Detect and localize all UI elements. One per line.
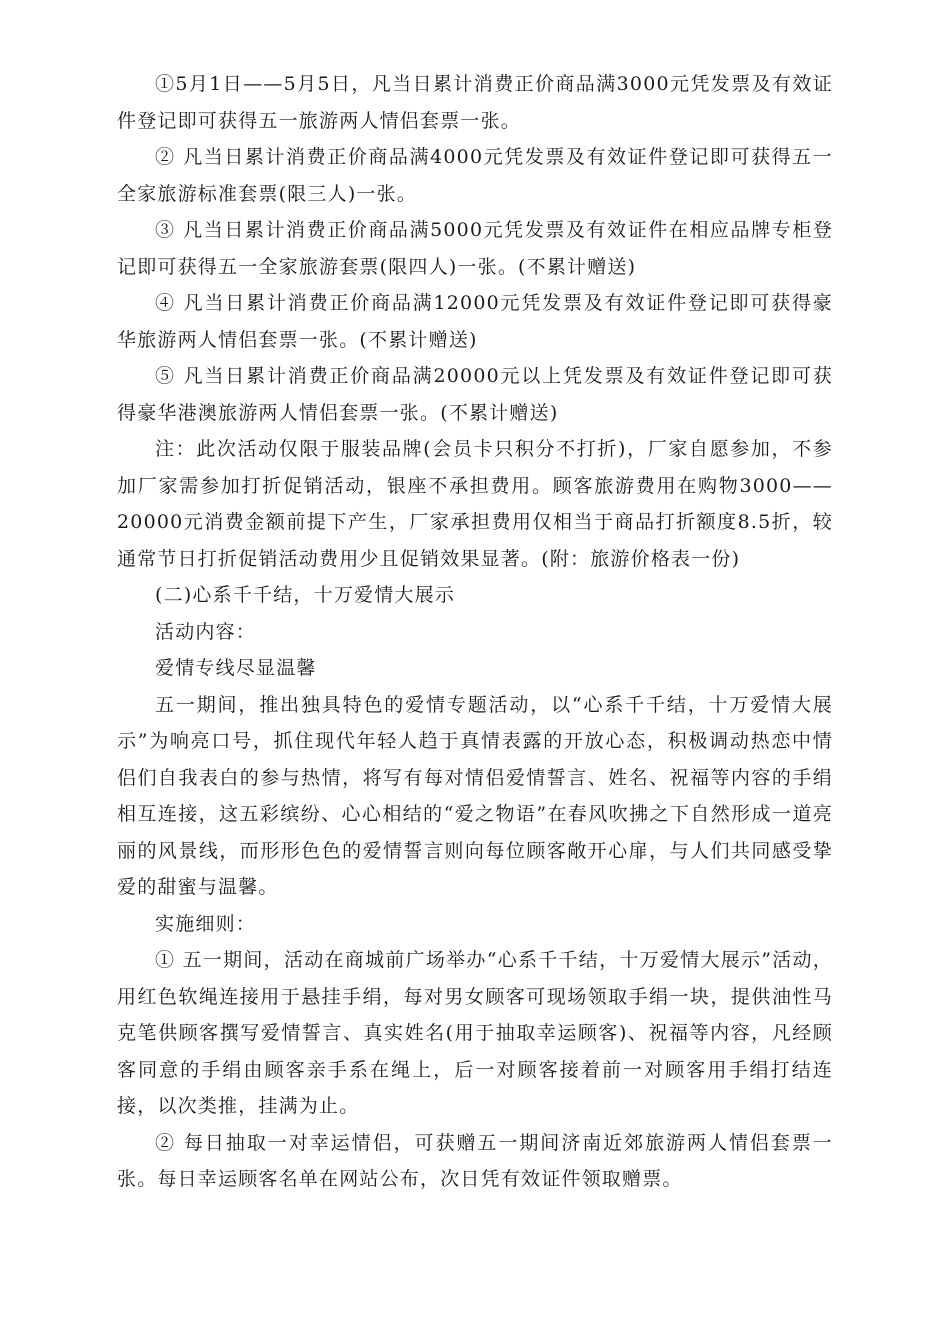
paragraph-offer-20000: ⑤ 凡当日累计消费正价商品满20000元以上凭发票及有效证件登记即可获得豪华港澳旅游两人情侣套票一张。(不累计赠送) bbox=[117, 365, 833, 424]
paragraph-offer-5000: ③ 凡当日累计消费正价商品满5000元凭发票及有效证件在相应品牌专柜登记即可获得五一全家旅游套票(限四人)一张。(不累计赠送) bbox=[117, 219, 833, 278]
paragraph-offer-3000: ①5月1日——5月5日，凡当日累计消费正价商品满3000元凭发票及有效证件登记即可获得五一旅游两人情侣套票一张。 bbox=[117, 73, 833, 132]
paragraph-love-activity: 五一期间，推出独具特色的爱情专题活动，以“心系千千结，十万爱情大展示”为响亮口号，抓住现代年轻人趋于真情表露的开放心态，积极调动热恋中情侣们自我表白的参与热情，将写有每对情侣爱情誓言、姓名、祝福等内容的手绢相互连接，这五彩缤纷、心心相结的“爱之物语”在春风吹拂之下自然形成一道亮丽的风景线，而形形色色的爱情誓言则向每位顾客敞开心扉，与人们共同感受挚爱的甜蜜与温馨。 bbox=[117, 693, 833, 898]
paragraph-note: 注：此次活动仅限于服装品牌(会员卡只积分不打折)，厂家自愿参加，不参加厂家需参加打折促销活动，银座不承担费用。顾客旅游费用在购物3000——20000元消费金额前提下产生，厂家承担费用仅相当于商品打折额度8.5折，较通常节日打折促销活动费用少且促销效果显著。(附：旅游价格表一份) bbox=[117, 438, 833, 570]
paragraph-offer-12000: ④ 凡当日累计消费正价商品满12000元凭发票及有效证件登记即可获得豪华旅游两人情侣套票一张。(不累计赠送) bbox=[117, 292, 833, 351]
document-body bbox=[117, 66, 833, 1198]
paragraph-offer-4000: ② 凡当日累计消费正价商品满4000元凭发票及有效证件登记即可获得五一全家旅游标准套票(限三人)一张。 bbox=[117, 146, 833, 205]
paragraph-rule-2: ② 每日抽取一对幸运情侣，可获赠五一期间济南近郊旅游两人情侣套票一张。每日幸运顾客名单在网站公布，次日凭有效证件领取赠票。 bbox=[117, 1131, 833, 1190]
paragraph-rule-1: ① 五一期间，活动在商城前广场举办“心系千千结，十万爱情大展示”活动，用红色软绳连接用于悬挂手绢，每对男女顾客可现场领取手绢一块，提供油性马克笔供顾客撰写爱情誓言、真实姓名(用于抽取幸运顾客)、祝福等内容，凡经顾客同意的手绢由顾客亲手系在绳上，后一对顾客接着前一对顾客用手绢打结连接，以次类推，挂满为止。 bbox=[117, 949, 833, 1117]
love-line-heading: 爱情专线尽显温馨 bbox=[155, 657, 317, 679]
activity-content-label: 活动内容： bbox=[155, 620, 257, 643]
section-heading: (二)心系千千结，十万爱情大展示 bbox=[155, 584, 456, 606]
implementation-label: 实施细则： bbox=[155, 912, 257, 935]
